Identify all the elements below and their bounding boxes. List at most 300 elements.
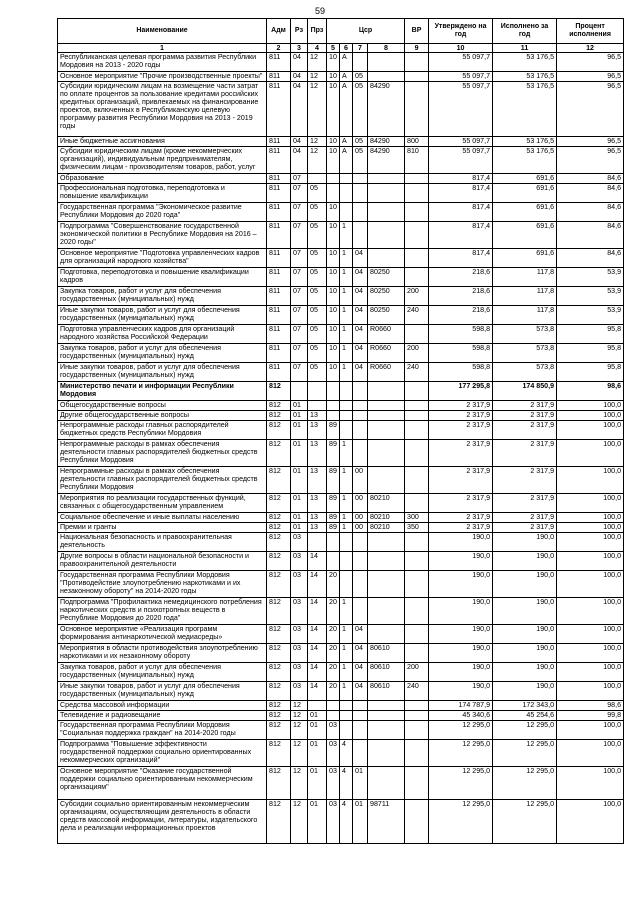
row-prz: 05 xyxy=(308,268,327,287)
row-plan: 12 295,0 xyxy=(429,721,493,740)
row-csr-1: 89 xyxy=(327,467,340,494)
row-csr-4 xyxy=(368,421,405,440)
row-adm: 811 xyxy=(267,363,291,382)
row-pct: 53,9 xyxy=(557,268,624,287)
row-adm: 812 xyxy=(267,571,291,598)
table-row xyxy=(58,184,624,203)
row-vr xyxy=(405,571,429,598)
row-adm: 812 xyxy=(267,421,291,440)
row-csr-1: 10 xyxy=(327,249,340,268)
row-csr-4 xyxy=(368,701,405,711)
row-plan: 2 317,9 xyxy=(429,401,493,411)
row-csr-1: 20 xyxy=(327,644,340,663)
table-row xyxy=(58,137,624,147)
row-prz: 12 xyxy=(308,72,327,82)
row-adm: 811 xyxy=(267,249,291,268)
row-prz: 14 xyxy=(308,682,327,701)
row-vr xyxy=(405,644,429,663)
row-csr-1: 10 xyxy=(327,306,340,325)
row-name: Мероприятия по реализации государственных функций, связанных с общегосударственным управлением xyxy=(58,494,267,513)
row-csr-1: 89 xyxy=(327,523,340,533)
row-fact: 2 317,9 xyxy=(493,523,557,533)
row-adm: 811 xyxy=(267,344,291,363)
row-adm: 812 xyxy=(267,711,291,721)
row-csr-3: 04 xyxy=(353,306,368,325)
table-row xyxy=(58,800,624,844)
row-csr-4 xyxy=(368,401,405,411)
row-adm: 811 xyxy=(267,222,291,249)
row-prz: 05 xyxy=(308,306,327,325)
row-csr-2: А xyxy=(340,82,353,137)
row-csr-1: 10 xyxy=(327,82,340,137)
row-pct: 98,6 xyxy=(557,382,624,401)
row-pct: 100,0 xyxy=(557,740,624,767)
row-plan: 45 340,6 xyxy=(429,711,493,721)
row-vr: 350 xyxy=(405,523,429,533)
row-vr xyxy=(405,72,429,82)
row-csr-3: 04 xyxy=(353,268,368,287)
row-csr-2: 1 xyxy=(340,663,353,682)
row-csr-3: 01 xyxy=(353,800,368,844)
row-rz: 12 xyxy=(291,701,308,711)
table-row xyxy=(58,598,624,625)
table-row xyxy=(58,174,624,184)
row-csr-2 xyxy=(340,721,353,740)
row-prz: 13 xyxy=(308,421,327,440)
row-prz xyxy=(308,533,327,552)
table-row xyxy=(58,513,624,523)
row-rz: 03 xyxy=(291,682,308,701)
row-adm: 812 xyxy=(267,598,291,625)
row-fact: 12 295,0 xyxy=(493,800,557,844)
table-row xyxy=(58,268,624,287)
row-rz: 01 xyxy=(291,411,308,421)
table-row xyxy=(58,552,624,571)
row-pct: 84,6 xyxy=(557,222,624,249)
table-row xyxy=(58,663,624,682)
row-prz xyxy=(308,174,327,184)
row-csr-2: 1 xyxy=(340,440,353,467)
row-csr-2 xyxy=(340,382,353,401)
row-prz: 13 xyxy=(308,467,327,494)
row-adm: 812 xyxy=(267,663,291,682)
row-adm: 812 xyxy=(267,440,291,467)
row-prz: 05 xyxy=(308,287,327,306)
row-csr-4 xyxy=(368,533,405,552)
row-csr-1: 20 xyxy=(327,663,340,682)
row-fact: 573,8 xyxy=(493,344,557,363)
row-adm: 811 xyxy=(267,82,291,137)
row-name: Основное мероприятие "Прочие производственные проекты" xyxy=(58,72,267,82)
table-row xyxy=(58,701,624,711)
row-rz: 03 xyxy=(291,644,308,663)
row-prz: 05 xyxy=(308,222,327,249)
row-csr-4 xyxy=(368,571,405,598)
row-csr-3 xyxy=(353,533,368,552)
row-csr-1: 10 xyxy=(327,344,340,363)
row-adm: 812 xyxy=(267,740,291,767)
row-fact: 691,6 xyxy=(493,249,557,268)
row-vr: 240 xyxy=(405,363,429,382)
row-csr-1: 10 xyxy=(327,53,340,72)
row-pct: 53,9 xyxy=(557,287,624,306)
row-name: Иные закупки товаров, работ и услуг для обеспечения государственных (муниципальных) нужд xyxy=(58,682,267,701)
row-name: Премии и гранты xyxy=(58,523,267,533)
row-fact: 53 176,5 xyxy=(493,72,557,82)
row-csr-2 xyxy=(340,203,353,222)
row-csr-3 xyxy=(353,598,368,625)
table-row xyxy=(58,421,624,440)
row-adm: 812 xyxy=(267,644,291,663)
row-rz: 07 xyxy=(291,184,308,203)
row-rz: 03 xyxy=(291,571,308,598)
row-prz xyxy=(308,401,327,411)
row-name: Образование xyxy=(58,174,267,184)
row-csr-2: 1 xyxy=(340,644,353,663)
row-plan: 174 787,9 xyxy=(429,701,493,711)
row-rz: 03 xyxy=(291,533,308,552)
row-csr-2: 1 xyxy=(340,325,353,344)
row-fact: 2 317,9 xyxy=(493,494,557,513)
row-prz: 01 xyxy=(308,767,327,800)
row-csr-3: 01 xyxy=(353,767,368,800)
colnum: 8 xyxy=(368,44,405,53)
row-name: Иные закупки товаров, работ и услуг для обеспечения государственных (муниципальных) нужд xyxy=(58,363,267,382)
row-csr-3: 00 xyxy=(353,523,368,533)
row-prz: 01 xyxy=(308,800,327,844)
row-csr-4 xyxy=(368,249,405,268)
row-csr-4 xyxy=(368,711,405,721)
row-prz: 05 xyxy=(308,203,327,222)
row-csr-2 xyxy=(340,711,353,721)
table-row xyxy=(58,363,624,382)
colnum: 12 xyxy=(557,44,624,53)
row-rz: 04 xyxy=(291,147,308,174)
row-rz: 12 xyxy=(291,800,308,844)
row-plan: 218,6 xyxy=(429,306,493,325)
row-prz: 01 xyxy=(308,711,327,721)
row-prz: 12 xyxy=(308,147,327,174)
row-plan: 218,6 xyxy=(429,268,493,287)
row-pct: 84,6 xyxy=(557,249,624,268)
row-csr-2: 1 xyxy=(340,494,353,513)
row-adm: 811 xyxy=(267,174,291,184)
table-row xyxy=(58,467,624,494)
row-csr-2 xyxy=(340,533,353,552)
row-csr-4: R0660 xyxy=(368,325,405,344)
row-pct: 100,0 xyxy=(557,800,624,844)
row-pct: 100,0 xyxy=(557,411,624,421)
row-csr-4 xyxy=(368,72,405,82)
row-vr: 800 xyxy=(405,137,429,147)
header-name: Наименование xyxy=(58,19,267,44)
row-rz: 07 xyxy=(291,363,308,382)
row-adm: 811 xyxy=(267,203,291,222)
row-csr-3: 04 xyxy=(353,287,368,306)
row-csr-3 xyxy=(353,174,368,184)
row-prz: 14 xyxy=(308,663,327,682)
row-fact: 691,6 xyxy=(493,222,557,249)
row-name: Республиканская целевая программа развития Республики Мордовия на 2013 - 2020 годы xyxy=(58,53,267,72)
table-row xyxy=(58,682,624,701)
row-pct: 96,5 xyxy=(557,147,624,174)
row-fact: 12 295,0 xyxy=(493,721,557,740)
row-rz: 07 xyxy=(291,306,308,325)
row-adm: 812 xyxy=(267,401,291,411)
row-name: Основное мероприятие "Оказание государственной поддержки социально ориентированным некоммерческим организациям" xyxy=(58,767,267,800)
row-plan: 177 295,8 xyxy=(429,382,493,401)
row-adm: 812 xyxy=(267,625,291,644)
row-fact: 12 295,0 xyxy=(493,740,557,767)
row-vr: 200 xyxy=(405,287,429,306)
colnum: 4 xyxy=(308,44,327,53)
row-prz: 05 xyxy=(308,325,327,344)
row-pct: 99,8 xyxy=(557,711,624,721)
row-csr-3 xyxy=(353,571,368,598)
row-csr-4: 80210 xyxy=(368,494,405,513)
row-fact: 172 343,0 xyxy=(493,701,557,711)
row-csr-3: 04 xyxy=(353,363,368,382)
table-row xyxy=(58,767,624,800)
table-row xyxy=(58,222,624,249)
row-csr-1: 03 xyxy=(327,767,340,800)
row-adm: 811 xyxy=(267,306,291,325)
row-pct: 100,0 xyxy=(557,494,624,513)
row-pct: 100,0 xyxy=(557,682,624,701)
row-csr-3 xyxy=(353,440,368,467)
row-csr-2: 1 xyxy=(340,598,353,625)
row-rz: 07 xyxy=(291,249,308,268)
header-pct: Процент исполнения xyxy=(557,19,624,44)
row-csr-3 xyxy=(353,701,368,711)
row-vr xyxy=(405,184,429,203)
row-rz: 07 xyxy=(291,325,308,344)
row-fact: 2 317,9 xyxy=(493,513,557,523)
row-prz: 12 xyxy=(308,137,327,147)
colnum: 5 xyxy=(327,44,340,53)
header-vr: ВР xyxy=(405,19,429,44)
row-plan: 190,0 xyxy=(429,682,493,701)
row-csr-4 xyxy=(368,53,405,72)
row-adm: 811 xyxy=(267,53,291,72)
row-rz: 07 xyxy=(291,268,308,287)
row-plan: 190,0 xyxy=(429,533,493,552)
row-rz: 04 xyxy=(291,137,308,147)
row-rz: 04 xyxy=(291,82,308,137)
row-vr: 240 xyxy=(405,682,429,701)
row-adm: 812 xyxy=(267,721,291,740)
row-name: Закупка товаров, работ и услуг для обеспечения государственных (муниципальных) нужд xyxy=(58,344,267,363)
row-csr-4: 84290 xyxy=(368,137,405,147)
row-csr-1: 10 xyxy=(327,325,340,344)
row-pct: 100,0 xyxy=(557,401,624,411)
row-rz: 12 xyxy=(291,767,308,800)
table-row xyxy=(58,440,624,467)
row-csr-3: 05 xyxy=(353,147,368,174)
row-prz: 14 xyxy=(308,598,327,625)
row-csr-4: 80610 xyxy=(368,644,405,663)
row-rz: 07 xyxy=(291,203,308,222)
row-plan: 598,8 xyxy=(429,363,493,382)
row-adm: 812 xyxy=(267,382,291,401)
row-plan: 2 317,9 xyxy=(429,494,493,513)
row-fact: 53 176,5 xyxy=(493,82,557,137)
row-csr-2: 4 xyxy=(340,800,353,844)
row-csr-1: 10 xyxy=(327,137,340,147)
row-pct: 100,0 xyxy=(557,571,624,598)
row-name: Непрограммные расходы главных распорядителей бюджетных средств Республики Мордовия xyxy=(58,421,267,440)
row-csr-2: А xyxy=(340,147,353,174)
row-name: Основное мероприятие "Подготовка управленческих кадров для организаций народного хозяйства" xyxy=(58,249,267,268)
row-pct: 100,0 xyxy=(557,721,624,740)
table-row xyxy=(58,523,624,533)
row-csr-2: 1 xyxy=(340,682,353,701)
row-csr-4: 80610 xyxy=(368,682,405,701)
row-csr-2 xyxy=(340,701,353,711)
row-plan: 817,4 xyxy=(429,184,493,203)
row-plan: 190,0 xyxy=(429,644,493,663)
row-csr-2: 1 xyxy=(340,467,353,494)
row-vr xyxy=(405,325,429,344)
budget-table xyxy=(57,18,624,844)
row-pct: 100,0 xyxy=(557,598,624,625)
row-csr-2: 1 xyxy=(340,523,353,533)
row-vr xyxy=(405,203,429,222)
table-row xyxy=(58,203,624,222)
row-csr-2: А xyxy=(340,72,353,82)
row-prz: 13 xyxy=(308,494,327,513)
row-csr-3: 00 xyxy=(353,513,368,523)
row-csr-2: 1 xyxy=(340,222,353,249)
row-vr xyxy=(405,268,429,287)
row-plan: 218,6 xyxy=(429,287,493,306)
table-row xyxy=(58,571,624,598)
row-plan: 2 317,9 xyxy=(429,523,493,533)
row-pct: 84,6 xyxy=(557,184,624,203)
row-csr-3: 04 xyxy=(353,663,368,682)
row-csr-4: 80250 xyxy=(368,268,405,287)
table-row xyxy=(58,249,624,268)
table-row xyxy=(58,494,624,513)
row-vr xyxy=(405,53,429,72)
row-vr xyxy=(405,249,429,268)
table-row xyxy=(58,411,624,421)
row-vr xyxy=(405,174,429,184)
row-name: Телевидение и радиовещание xyxy=(58,711,267,721)
row-adm: 812 xyxy=(267,701,291,711)
row-csr-1 xyxy=(327,411,340,421)
row-name: Профессиональная подготовка, переподготовка и повышение квалификации xyxy=(58,184,267,203)
row-adm: 812 xyxy=(267,533,291,552)
row-name: Субсидии юридическим лицам (кроме некоммерческих организаций), индивидуальным предпринимателям, физическим лицам - производителям товаров, работ, услуг xyxy=(58,147,267,174)
row-csr-3 xyxy=(353,552,368,571)
row-csr-4 xyxy=(368,625,405,644)
row-adm: 811 xyxy=(267,147,291,174)
row-csr-4: 80250 xyxy=(368,306,405,325)
row-csr-1: 89 xyxy=(327,421,340,440)
row-vr xyxy=(405,740,429,767)
header-prz: Прз xyxy=(308,19,327,44)
row-pct: 100,0 xyxy=(557,644,624,663)
row-csr-2 xyxy=(340,174,353,184)
row-fact: 53 176,5 xyxy=(493,147,557,174)
row-rz: 03 xyxy=(291,598,308,625)
row-csr-3 xyxy=(353,53,368,72)
row-fact: 117,8 xyxy=(493,306,557,325)
row-rz: 01 xyxy=(291,401,308,411)
row-plan: 190,0 xyxy=(429,598,493,625)
colnum: 11 xyxy=(493,44,557,53)
row-rz: 01 xyxy=(291,494,308,513)
row-csr-2 xyxy=(340,571,353,598)
row-fact: 573,8 xyxy=(493,325,557,344)
row-csr-2: 1 xyxy=(340,513,353,523)
row-name: Другие вопросы в области национальной безопасности и правоохранительной деятельности xyxy=(58,552,267,571)
row-csr-2: 4 xyxy=(340,767,353,800)
row-csr-1: 10 xyxy=(327,147,340,174)
row-rz: 03 xyxy=(291,552,308,571)
row-vr xyxy=(405,711,429,721)
row-plan: 598,8 xyxy=(429,325,493,344)
table-row xyxy=(58,72,624,82)
row-csr-1 xyxy=(327,184,340,203)
row-csr-1 xyxy=(327,711,340,721)
row-name: Государственная программа Республики Мордовия "Социальная поддержка граждан" на 2014-2020 годы xyxy=(58,721,267,740)
row-csr-2: 1 xyxy=(340,268,353,287)
row-prz: 12 xyxy=(308,53,327,72)
row-plan: 2 317,9 xyxy=(429,421,493,440)
row-pct: 100,0 xyxy=(557,523,624,533)
table-body xyxy=(58,53,624,844)
row-plan: 12 295,0 xyxy=(429,767,493,800)
row-fact: 117,8 xyxy=(493,287,557,306)
row-csr-1 xyxy=(327,533,340,552)
row-csr-4 xyxy=(368,382,405,401)
colnum: 7 xyxy=(353,44,368,53)
row-rz: 04 xyxy=(291,53,308,72)
row-csr-3 xyxy=(353,421,368,440)
row-name: Субсидии юридическим лицам на возмещение части затрат по оплате процентов за пользование кредитами российских кредитных организаций, привлекаемых на финансирование проектов, включенных в Республиканскую целевую программу развития Республики Мордовия на 2013 - 2019 годы xyxy=(58,82,267,137)
row-plan: 190,0 xyxy=(429,571,493,598)
row-prz: 05 xyxy=(308,344,327,363)
row-csr-4: 84290 xyxy=(368,82,405,137)
row-csr-1: 10 xyxy=(327,222,340,249)
row-csr-1: 20 xyxy=(327,598,340,625)
row-csr-1 xyxy=(327,401,340,411)
row-csr-1 xyxy=(327,382,340,401)
row-fact: 117,8 xyxy=(493,268,557,287)
row-adm: 811 xyxy=(267,72,291,82)
row-csr-3 xyxy=(353,721,368,740)
row-adm: 812 xyxy=(267,513,291,523)
row-csr-1: 03 xyxy=(327,800,340,844)
row-vr xyxy=(405,721,429,740)
row-prz: 13 xyxy=(308,523,327,533)
row-csr-3: 04 xyxy=(353,644,368,663)
row-name: Государственная программа "Экономическое развитие Республики Мордовия до 2020 года" xyxy=(58,203,267,222)
row-csr-2: 1 xyxy=(340,363,353,382)
row-csr-4: 80250 xyxy=(368,287,405,306)
row-csr-3: 05 xyxy=(353,137,368,147)
row-pct: 100,0 xyxy=(557,440,624,467)
row-csr-4 xyxy=(368,203,405,222)
row-adm: 811 xyxy=(267,287,291,306)
row-pct: 84,6 xyxy=(557,203,624,222)
row-csr-3 xyxy=(353,222,368,249)
row-csr-1: 03 xyxy=(327,740,340,767)
table-row xyxy=(58,382,624,401)
row-vr xyxy=(405,552,429,571)
